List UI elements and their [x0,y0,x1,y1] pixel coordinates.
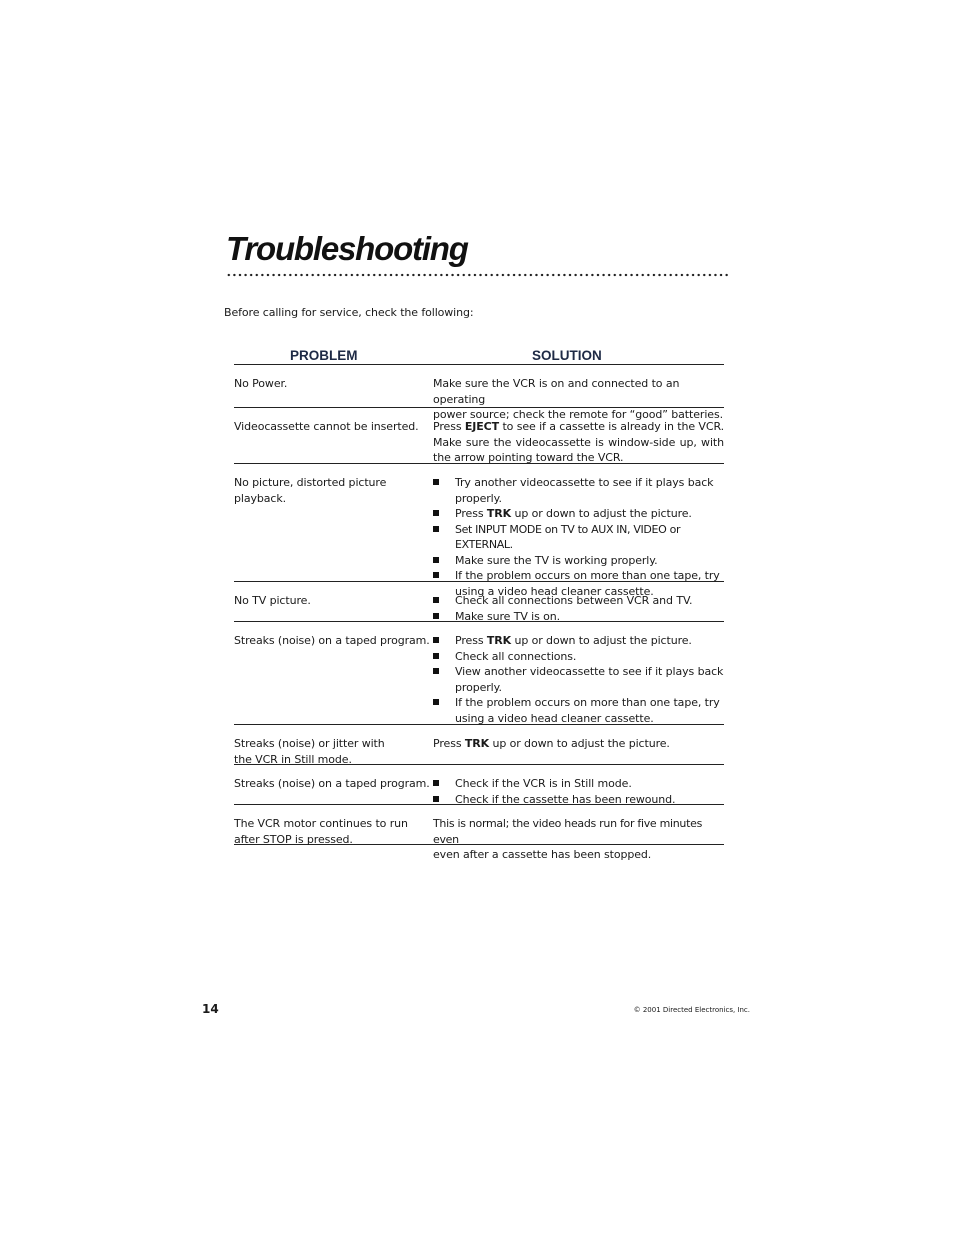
solution-text: Press [433,737,465,750]
bullet-item: Make sure the TV is working properly. [433,553,724,569]
problem-text: playback. [234,491,287,505]
bullet-item: Press TRK up or down to adjust the picture. [433,633,724,649]
problem-cell [234,633,433,724]
problem-cell [234,736,433,764]
solution-cell [433,376,724,421]
dotted-rule [226,273,730,277]
solution-text: Press [433,420,465,433]
solution-text: Make sure the VCR is on and connected to an operating [433,377,680,406]
bullet-item: Check all connections. [433,649,724,665]
problem-text: The VCR motor continues to run [234,817,408,830]
solution-text: up or down to adjust the picture. [489,737,670,750]
solution-cell [433,736,724,764]
solution-text: to see if a cassette is already in the VCR. Make sure the videocassette is window-side up, with the arrow pointing toward the VCR. [433,420,724,464]
table-row [234,365,724,421]
solution-bullet-list [433,776,724,807]
bullet-item: View another videocassette to see if it plays back properly. [433,664,724,695]
bullet-item: If the problem occurs on more than one tape, try using a video head cleaner cassette. [433,695,724,726]
solution-bullet-list [433,633,724,726]
solution-cell [433,633,724,724]
eject-keyword: EJECT [464,420,500,433]
trk-keyword: TRK [486,634,512,647]
problem-cell [234,816,433,844]
problem-column-header: PROBLEM [290,348,358,363]
solution-text: power source; check the remote for “good” batteries. [433,408,723,421]
bullet-item: Check if the VCR is in Still mode. [433,776,724,792]
bullet-item: Check all connections between VCR and TV. [433,593,724,609]
problem-text: the VCR in Still mode. [234,752,352,766]
bullet-item: Make sure TV is on. [433,609,724,625]
problem-text: Streaks (noise) on a taped program. [234,634,430,647]
solution-text: This is normal; the video heads run for five minutes even [433,817,702,846]
table-row [234,805,724,861]
table-row [234,622,724,725]
solution-bullet-list [433,475,724,599]
problem-cell [234,376,433,407]
problem-text: Videocassette cannot be inserted. [234,420,419,433]
solution-bullet-list [433,593,724,624]
table-row [234,725,724,765]
table-row [234,765,724,805]
copyright-notice: © 2001 Directed Electronics, Inc. [633,1006,750,1014]
solution-column-header: SOLUTION [532,348,602,363]
solution-text: even after a cassette has been stopped. [433,848,652,861]
bullet-item: Check if the cassette has been rewound. [433,792,724,808]
problem-text: No TV picture. [234,594,311,607]
solution-cell [433,776,724,804]
trk-keyword: TRK [486,507,512,520]
problem-cell [234,419,433,463]
bullet-item: Set INPUT MODE on TV to AUX IN, VIDEO or EXTERNAL. [433,522,724,553]
solution-cell [433,419,724,463]
problem-text: No Power. [234,377,288,390]
page-title: Troubleshooting [226,230,468,267]
table-header [234,347,724,365]
bullet-item: If the problem occurs on more than one tape, try using a video head cleaner cassette. [433,568,724,599]
problem-cell [234,776,433,804]
page-number: 14 [202,1002,219,1016]
bullet-item: Press TRK up or down to adjust the picture. [433,506,724,522]
troubleshooting-table [234,347,724,861]
bullet-item: Try another videocassette to see if it plays back properly. [433,475,724,506]
problem-text: after STOP is pressed. [234,832,353,846]
problem-text: Streaks (noise) or jitter with [234,737,385,750]
problem-cell [234,593,433,621]
problem-cell [234,475,433,581]
table-row [234,464,724,598]
intro-text: Before calling for service, check the following: [224,306,474,319]
solution-cell [433,593,724,621]
problem-text: Streaks (noise) on a taped program. [234,777,430,790]
problem-text: No picture, distorted picture [234,476,387,489]
solution-cell [433,475,724,598]
trk-keyword: TRK [464,737,490,750]
solution-cell [433,816,724,861]
